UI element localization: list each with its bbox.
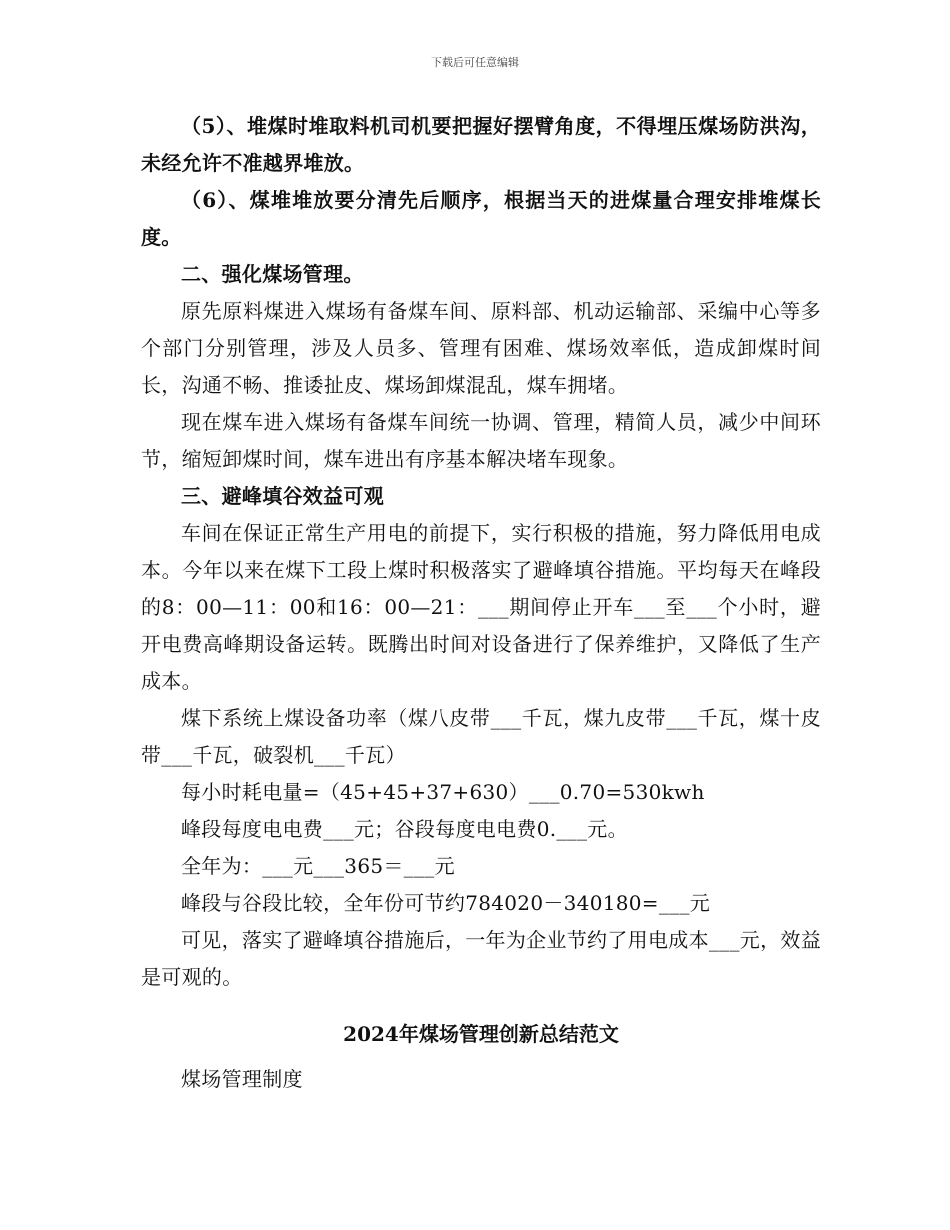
paragraph-system-heading: 煤场管理制度	[181, 1067, 303, 1091]
paragraph-peak-avoidance: 车间在保证正常生产用电的前提下，实行积极的措施，努力降低用电成本。今年以来在煤下工段上煤时积极落实了避峰填谷措施。平均每天在峰段的8：00—11：00和16：00—21：___期间停止开车___至___个小时，避开电费高峰期设备运转。既腾出时间对设备进行了保养维护，又降低了生产成本。	[141, 521, 821, 693]
paragraph-original-management: 原先原料煤进入煤场有备煤车间、原料部、机动运输部、采编中心等多个部门分别管理，涉及人员多、管理有困难、煤场效率低，造成卸煤时间长，沟通不畅、推诿扯皮、煤场卸煤混乱，煤车拥堵。	[141, 299, 821, 397]
paragraph-item-6: （6）、煤堆堆放要分清先后顺序，根据当天的进煤量合理安排堆煤长度。	[141, 188, 821, 249]
paragraph-comparison: 峰段与谷段比较，全年份可节约784020－340180=___元	[181, 891, 711, 915]
paragraph-current-management: 现在煤车进入煤场有备煤车间统一协调、管理，精简人员，减少中间环节，缩短卸煤时间，煤车进出有序基本解决堵车现象。	[141, 410, 821, 471]
section-heading-3: 三、避峰填谷效益可观	[181, 484, 384, 508]
paragraph-electricity-price: 峰段每度电电费___元；谷段每度电电费0.___元。	[181, 817, 628, 841]
paragraph-item-5: （5）、堆煤时堆取料机司机要把握好摆臂角度，不得埋压煤场防洪沟，未经允许不准越界堆放。	[141, 114, 821, 175]
paragraph-equipment-power: 煤下系统上煤设备功率（煤八皮带___千瓦，煤九皮带___千瓦，煤十皮带___千瓦，破裂机___千瓦）	[141, 706, 821, 767]
paragraph-conclusion: 可见，落实了避峰填谷措施后，一年为企业节约了用电成本___元，效益是可观的。	[141, 928, 821, 989]
header-note: 下载后可任意编辑	[431, 56, 519, 69]
paragraph-annual-total: 全年为：___元___365＝___元	[181, 854, 455, 878]
paragraph-hourly-consumption: 每小时耗电量=（45+45+37+630）___0.70=530kwh	[181, 780, 705, 804]
document-body	[141, 108, 821, 1098]
section-heading-2: 二、强化煤场管理。	[181, 262, 364, 286]
document-title: 2024年煤场管理创新总结范文	[343, 1022, 619, 1046]
